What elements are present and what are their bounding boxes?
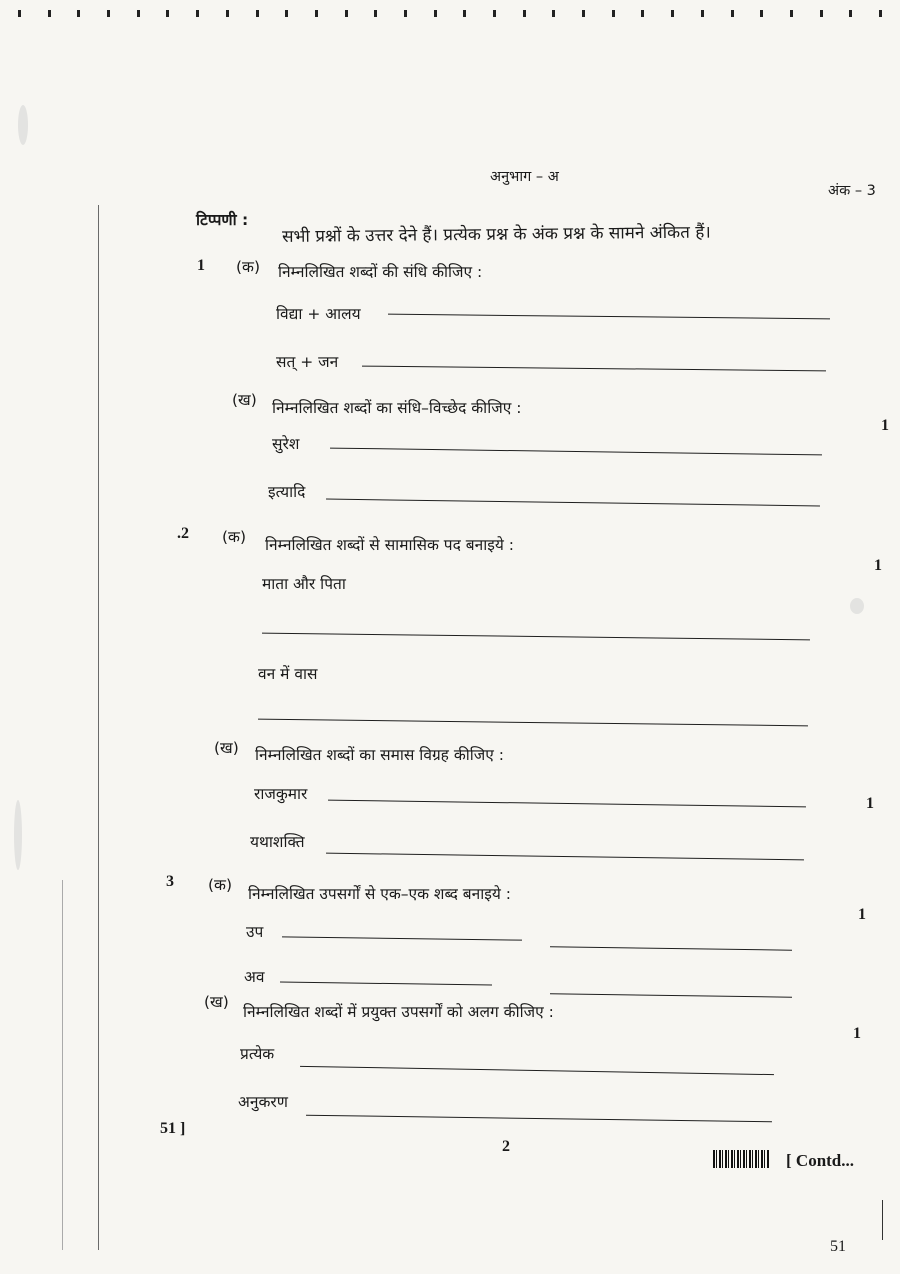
item-label: अव	[244, 968, 265, 986]
item-label: यथाशक्ति	[250, 833, 305, 851]
answer-line	[300, 1066, 774, 1075]
part-instruction: निम्नलिखित शब्दों का समास विग्रह कीजिए :	[255, 746, 504, 764]
item-label: उप	[246, 923, 264, 941]
answer-line	[282, 936, 522, 940]
scan-smudge	[14, 800, 22, 870]
part-label: (ख)	[204, 993, 229, 1011]
answer-line	[258, 719, 808, 727]
answer-line	[262, 633, 810, 641]
right-edge-mark	[882, 1200, 883, 1240]
answer-line	[328, 800, 806, 808]
item-label: सत् + जन	[276, 353, 339, 371]
contd-label: [ Contd...	[786, 1151, 855, 1170]
item-label: राजकुमार	[254, 785, 308, 803]
left-margin-line	[98, 205, 99, 1250]
note-text: सभी प्रश्नों के उत्तर देने हैं। प्रत्येक प्रश्न के अंक प्रश्न के सामने अंकित हैं।	[281, 222, 711, 247]
page-number: 2	[502, 1138, 510, 1155]
item-label: सुरेश	[272, 435, 300, 453]
answer-line	[326, 853, 804, 861]
note-label: टिप्पणी :	[196, 211, 249, 229]
part-instruction: निम्नलिखित उपसर्गों से एक–एक शब्द बनाइये :	[248, 885, 511, 903]
marks: 1	[881, 417, 889, 434]
part-label: (ख)	[214, 739, 239, 757]
left-edge-line	[62, 880, 63, 1250]
scan-smudge	[850, 598, 864, 614]
marks-header: अंक – 3	[828, 183, 876, 199]
answer-line	[550, 993, 792, 997]
question-number: 1	[197, 257, 205, 274]
barcode	[713, 1150, 769, 1168]
item-label: वन में वास	[258, 665, 318, 683]
item-label: इत्यादि	[268, 483, 306, 501]
item-label: विद्या + आलय	[276, 305, 361, 323]
part-label: (क)	[222, 528, 246, 546]
part-label: (ख)	[232, 391, 257, 409]
corner-code: 51	[830, 1238, 846, 1255]
section-title: अनुभाग – अ	[490, 169, 559, 185]
part-label: (क)	[208, 876, 232, 894]
question-number: .2	[177, 525, 189, 542]
question-number: 3	[166, 873, 174, 890]
answer-line	[280, 982, 492, 986]
answer-line	[550, 946, 792, 950]
scan-smudge	[18, 105, 28, 145]
item-label: अनुकरण	[238, 1093, 288, 1111]
answer-line	[306, 1115, 772, 1123]
marks: 1	[874, 557, 882, 574]
item-label: प्रत्येक	[240, 1045, 275, 1063]
part-instruction: निम्नलिखित शब्दों का संधि–विच्छेद कीजिए :	[272, 399, 522, 417]
answer-line	[362, 366, 826, 372]
answer-line	[330, 448, 822, 456]
part-instruction: निम्नलिखित शब्दों से सामासिक पद बनाइये :	[265, 536, 514, 554]
marks: 1	[858, 906, 866, 923]
part-instruction: निम्नलिखित शब्दों की संधि कीजिए :	[278, 263, 483, 281]
part-instruction: निम्नलिखित शब्दों में प्रयुक्त उपसर्गों को अलग कीजिए :	[243, 1003, 554, 1021]
item-label: माता और पिता	[262, 575, 346, 593]
answer-line	[388, 314, 830, 320]
part-label: (क)	[236, 258, 260, 276]
answer-line	[326, 499, 820, 507]
footer-code: 51 ]	[160, 1120, 186, 1137]
top-perforation	[18, 10, 882, 18]
marks: 1	[866, 795, 874, 812]
marks: 1	[853, 1025, 861, 1042]
